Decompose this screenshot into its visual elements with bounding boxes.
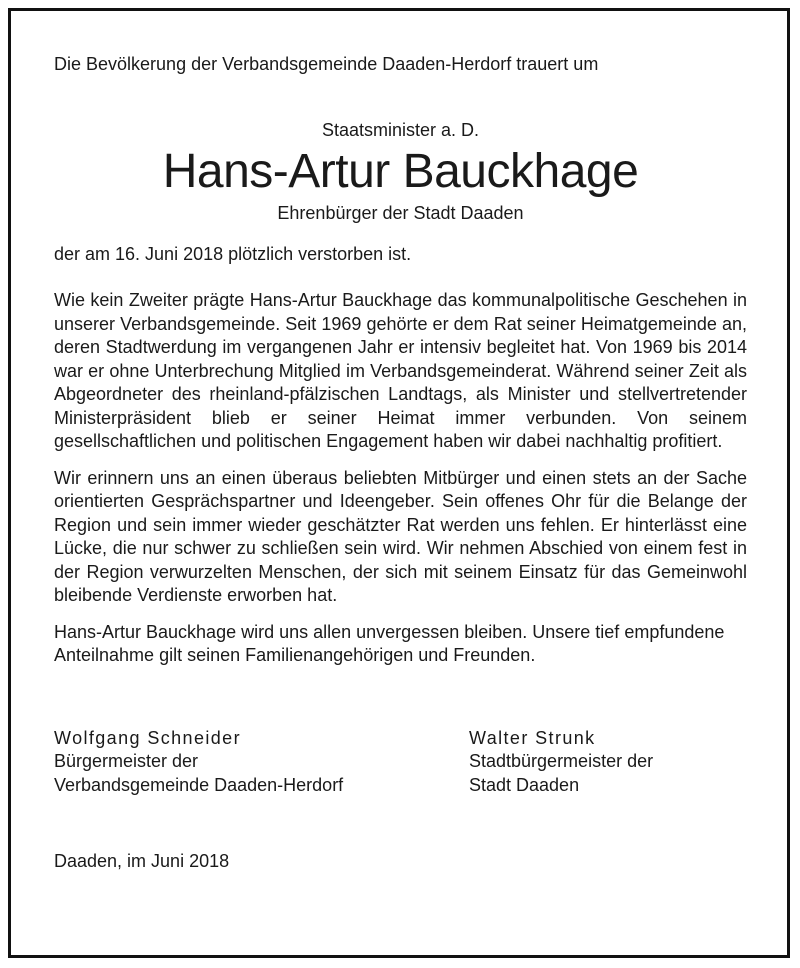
signatory-name: Walter Strunk [469,727,596,748]
deceased-name: Hans-Artur Bauckhage [162,145,639,198]
signatory-name: Wolfgang Schneider [54,727,241,748]
title-suffix: Ehrenbürger der Stadt Daaden [277,203,524,223]
death-statement: der am 16. Juni 2018 plötzlich verstorben ist. [54,243,412,264]
signatory-2 [469,727,653,798]
signatory-role: Verbandsgemeinde Daaden-Herdorf [54,774,344,795]
place-date: Daaden, im Juni 2018 [54,851,230,871]
paragraph-3: Hans-Artur Bauckhage wird uns allen unvergessen bleiben. Unsere tief empfundene Anteilnahme gilt seinen Familienangehörigen und Freunden. [54,621,725,665]
signatory-role: Bürgermeister der [54,751,199,771]
signatory-1 [54,727,469,798]
obituary-notice [54,53,747,874]
signatory-role: Stadtbürgermeister der [469,751,654,771]
intro-line: Die Bevölkerung der Verbandsgemeinde Daaden-Herdorf trauert um [54,54,599,74]
signatory-role: Stadt Daaden [469,774,580,795]
signatures [54,727,747,798]
paragraph-1: Wie kein Zweiter prägte Hans-Artur Bauckhage das kommunalpolitische Geschehen in unserer Verbandsgemeinde. Seit 1969 gehörte er dem Rat seiner Heimatgemeinde an, deren Stadtwerdung im vergangenen Jahr er intensiv begleitet hat. Von 1969 bis 2014 war er ohne Unterbrechung Mitglied im Verbandsgemeinderat. Während seiner Zeit als Abgeordneter des rheinland-pfälzischen Landtags, als Minister und stellvertretender Ministerpräsident blieb er seiner Heimat immer verbunden. Von seinem gesellschaftlichen und politischen Engagement haben wir dabei nachhaltig profitiert. [54,290,747,451]
paragraph-2: Wir erinnern uns an einen überaus beliebten Mitbürger und einen stets an der Sache orientierten Gesprächspartner und Ideengeber. Sein offenes Ohr für die Belange der Region und sein immer wieder geschätzter Rat werden uns fehlen. Er hinterlässt eine Lücke, die nur schwer zu schließen sein wird. Wir nehmen Abschied von einem fest in der Region verwurzelten Menschen, der sich mit seinem Einsatz für das Gemeinwohl bleibende Verdienste erworben hat. [54,467,747,605]
title-prefix: Staatsminister a. D. [321,119,480,140]
